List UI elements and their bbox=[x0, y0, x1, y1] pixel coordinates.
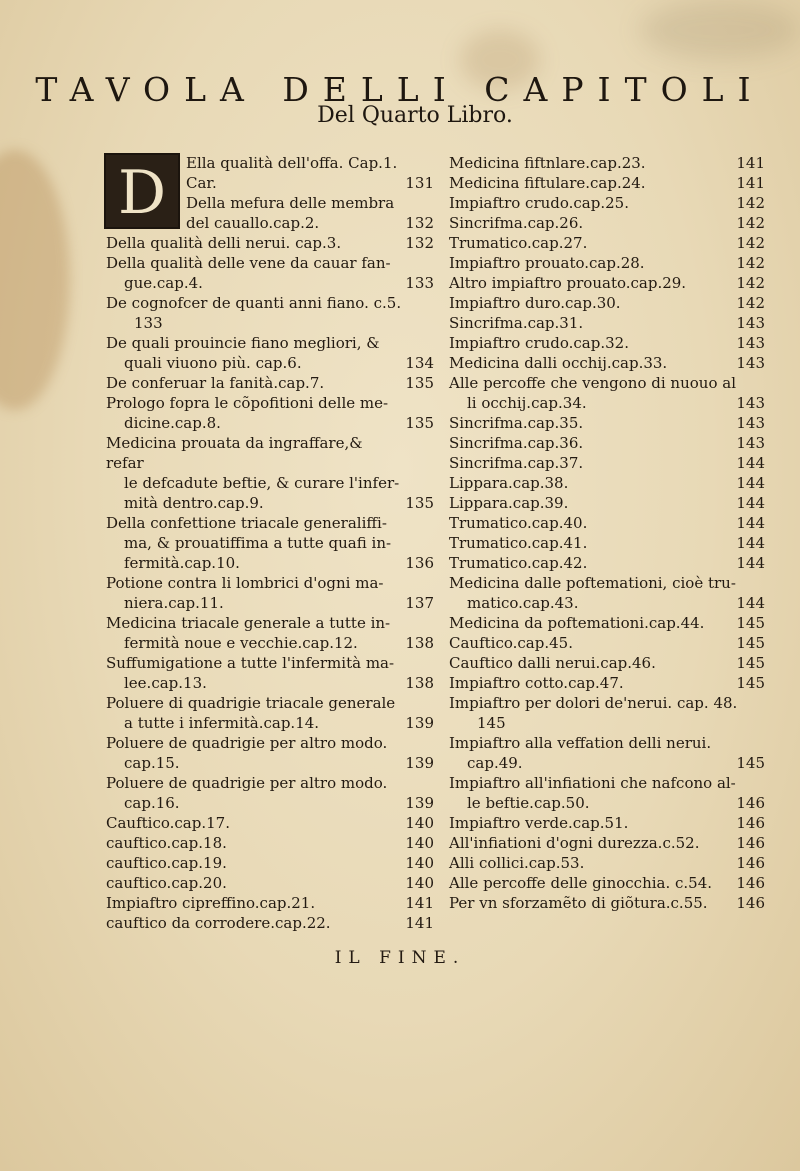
page-number: 142 bbox=[736, 254, 765, 272]
page-number: 143 bbox=[736, 434, 765, 452]
toc-entry bbox=[106, 253, 434, 273]
page-number: 146 bbox=[736, 794, 765, 812]
entry-text: cap.49. bbox=[467, 754, 523, 772]
entry-text: Poluere de quadrigie per altro modo. bbox=[106, 774, 388, 792]
page-number: 135 bbox=[405, 414, 434, 432]
entry-text: Lippara.cap.39. bbox=[449, 494, 569, 512]
page-number: 141 bbox=[405, 894, 434, 912]
page-number: 144 bbox=[736, 534, 765, 552]
page-number: 145 bbox=[736, 754, 765, 772]
page-number: 139 bbox=[405, 794, 434, 812]
page-number: 144 bbox=[736, 594, 765, 612]
entry-text: Suffumigatione a tutte l'infermità ma- bbox=[106, 654, 395, 672]
entry-text: Medicina triacale generale a tutte in- bbox=[106, 614, 391, 632]
entry-text: dicine.cap.8. bbox=[124, 414, 221, 432]
toc-entry bbox=[449, 153, 765, 173]
page-number: 146 bbox=[736, 834, 765, 852]
entry-text: le defcadute beftie, & curare l'infer- bbox=[124, 474, 400, 492]
page-number: 139 bbox=[405, 714, 434, 732]
toc-entry bbox=[106, 613, 434, 633]
page-number: 146 bbox=[736, 874, 765, 892]
toc-entry bbox=[449, 573, 765, 593]
entry-text: Alle percoffe che vengono di nuouo al bbox=[449, 374, 736, 392]
entry-text: All'infiationi d'ogni durezza.c.52. bbox=[449, 834, 700, 852]
entry-text: Medicina fiftulare.cap.24. bbox=[449, 174, 646, 192]
entry-text: Della qualità delli nerui. cap.3. bbox=[106, 234, 342, 252]
toc-entry bbox=[449, 593, 765, 613]
entry-text: Impiaftro cotto.cap.47. bbox=[449, 674, 624, 692]
page-number: 132 bbox=[405, 214, 434, 232]
toc-entry bbox=[106, 193, 434, 213]
page-subtitle: Del Quarto Libro. bbox=[317, 103, 513, 128]
entry-text: quali viuono più. cap.6. bbox=[124, 354, 302, 372]
toc-entry bbox=[106, 593, 434, 613]
toc-entry bbox=[106, 213, 434, 233]
toc-entry bbox=[449, 813, 765, 833]
entry-text: Prologo fopra le cõpofitioni delle me- bbox=[106, 394, 389, 412]
page-number: 140 bbox=[405, 874, 434, 892]
entry-text: De quali prouincie fiano megliori, & bbox=[106, 334, 380, 352]
entry-text: Medicina da poftemationi.cap.44. bbox=[449, 614, 705, 632]
page-number: 142 bbox=[736, 294, 765, 312]
toc-entry bbox=[106, 853, 434, 873]
toc-entry bbox=[449, 293, 765, 313]
entry-text: Medicina fiftnlare.cap.23. bbox=[449, 154, 646, 172]
page-number: 142 bbox=[736, 274, 765, 292]
toc-entry bbox=[106, 773, 434, 793]
page-number: 143 bbox=[736, 334, 765, 352]
entry-text: Medicina prouata da ingraffare,& refar bbox=[106, 434, 363, 472]
toc-entry bbox=[449, 793, 765, 813]
toc-entry bbox=[106, 713, 434, 733]
toc-entry bbox=[449, 553, 765, 573]
colophon-fine: IL FINE. bbox=[334, 948, 466, 968]
toc-entry bbox=[449, 673, 765, 693]
entry-text: De conferuar la fanità.cap.7. bbox=[106, 374, 325, 392]
toc-entry bbox=[106, 353, 434, 373]
toc-entry bbox=[449, 513, 765, 533]
entry-text: Impiaftro cipreffino.cap.21. bbox=[106, 894, 316, 912]
page-number: 146 bbox=[736, 814, 765, 832]
toc-entry bbox=[106, 233, 434, 253]
entry-text: Trumatico.cap.41. bbox=[449, 534, 588, 552]
toc-entry bbox=[449, 653, 765, 673]
page-number: 140 bbox=[405, 814, 434, 832]
toc-entry bbox=[449, 613, 765, 633]
entry-text: a tutte i infermità.cap.14. bbox=[124, 714, 320, 732]
entry-text: Sincrifma.cap.37. bbox=[449, 454, 584, 472]
entry-text: Lippara.cap.38. bbox=[449, 474, 569, 492]
entry-text: gue.cap.4. bbox=[124, 274, 203, 292]
entry-text: mità dentro.cap.9. bbox=[124, 494, 264, 512]
page-number: 140 bbox=[405, 834, 434, 852]
entry-text: matico.cap.43. bbox=[467, 594, 579, 612]
toc-entry bbox=[106, 313, 434, 333]
page-number: 142 bbox=[736, 194, 765, 212]
entry-text: cap.15. bbox=[124, 754, 180, 772]
page-number: 144 bbox=[736, 474, 765, 492]
page-number: 144 bbox=[736, 494, 765, 512]
toc-entry bbox=[106, 393, 434, 413]
toc-entry bbox=[106, 433, 434, 473]
toc-entry bbox=[106, 693, 434, 713]
toc-entry bbox=[106, 653, 434, 673]
toc-entry bbox=[449, 473, 765, 493]
toc-entry bbox=[449, 313, 765, 333]
page-number: 145 bbox=[736, 654, 765, 672]
page-number: 144 bbox=[736, 514, 765, 532]
toc-entry bbox=[449, 433, 765, 453]
entry-text: cauftico.cap.18. bbox=[106, 834, 227, 852]
entry-text: Impiaftro verde.cap.51. bbox=[449, 814, 629, 832]
toc-entry bbox=[106, 273, 434, 293]
entry-text: li occhij.cap.34. bbox=[467, 394, 587, 412]
page-number: 143 bbox=[736, 414, 765, 432]
entry-text: Impiaftro all'infiationi che nafcono al- bbox=[449, 774, 736, 792]
toc-entry bbox=[106, 373, 434, 393]
toc-entry bbox=[106, 833, 434, 853]
entry-text: lee.cap.13. bbox=[124, 674, 207, 692]
toc-entry bbox=[449, 733, 765, 753]
page-number: 145 bbox=[736, 674, 765, 692]
toc-entry bbox=[449, 713, 765, 733]
page-number: 138 bbox=[405, 634, 434, 652]
toc-entry bbox=[106, 793, 434, 813]
toc-entry bbox=[449, 493, 765, 513]
toc-entry bbox=[106, 333, 434, 353]
page-number: 139 bbox=[405, 754, 434, 772]
page-number: 136 bbox=[405, 554, 434, 572]
page-number: 143 bbox=[736, 354, 765, 372]
toc-entry bbox=[449, 893, 765, 913]
entry-text: cauftico da corrodere.cap.22. bbox=[106, 914, 331, 932]
entry-text: Impiaftro duro.cap.30. bbox=[449, 294, 621, 312]
entry-text: fermità noue e vecchie.cap.12. bbox=[124, 634, 358, 652]
entry-text: Impiaftro prouato.cap.28. bbox=[449, 254, 645, 272]
toc-entry bbox=[449, 173, 765, 193]
entry-text: Trumatico.cap.42. bbox=[449, 554, 588, 572]
page-number: 140 bbox=[405, 854, 434, 872]
entry-text: Impiaftro alla veffation delli nerui. bbox=[449, 734, 712, 752]
toc-entry bbox=[106, 413, 434, 433]
entry-text: Della qualità delle vene da cauar fan- bbox=[106, 254, 391, 272]
page-number: 142 bbox=[736, 214, 765, 232]
entry-text: ma, & prouatiffima a tutte quafi in- bbox=[124, 534, 392, 552]
entry-text: cauftico.cap.20. bbox=[106, 874, 227, 892]
entry-text: Medicina dalli occhij.cap.33. bbox=[449, 354, 668, 372]
entry-text: Sincrifma.cap.36. bbox=[449, 434, 584, 452]
page-number: 142 bbox=[736, 234, 765, 252]
toc-entry bbox=[449, 253, 765, 273]
entry-text: Poluere di quadrigie triacale generale bbox=[106, 694, 396, 712]
entry-text: Trumatico.cap.27. bbox=[449, 234, 588, 252]
entry-text: Medicina dalle poftemationi, cioè tru- bbox=[449, 574, 736, 592]
left-column bbox=[106, 153, 434, 933]
page-number: 141 bbox=[736, 174, 765, 192]
entry-text: Della confettione triacale generaliffi- bbox=[106, 514, 387, 532]
entry-text: Impiaftro per dolori de'nerui. cap. 48. bbox=[449, 694, 738, 712]
entry-text: Alli collici.cap.53. bbox=[449, 854, 585, 872]
toc-entry bbox=[106, 893, 434, 913]
page-number: 133 bbox=[134, 314, 163, 332]
toc-entry bbox=[449, 693, 765, 713]
toc-entry bbox=[449, 193, 765, 213]
toc-entry bbox=[106, 533, 434, 553]
page-number: 131 bbox=[405, 174, 434, 192]
toc-entry bbox=[106, 813, 434, 833]
page-number: 144 bbox=[736, 454, 765, 472]
entry-text: Sincrifma.cap.31. bbox=[449, 314, 584, 332]
toc-entry bbox=[449, 533, 765, 553]
page-number: 135 bbox=[405, 374, 434, 392]
page-number: 144 bbox=[736, 554, 765, 572]
page-number: 135 bbox=[405, 494, 434, 512]
entry-text: cap.16. bbox=[124, 794, 180, 812]
entry-text: Car. bbox=[186, 174, 217, 192]
page-number: 146 bbox=[736, 854, 765, 872]
toc-entry bbox=[449, 393, 765, 413]
toc-entry bbox=[106, 573, 434, 593]
toc-entry bbox=[449, 353, 765, 373]
toc-entry bbox=[449, 373, 765, 393]
toc-entry bbox=[449, 753, 765, 773]
entry-text: Altro impiaftro prouato.cap.29. bbox=[449, 274, 687, 292]
toc-entry bbox=[449, 873, 765, 893]
entry-text: Sincrifma.cap.26. bbox=[449, 214, 584, 232]
toc-entry bbox=[449, 773, 765, 793]
entry-text: fermità.cap.10. bbox=[124, 554, 240, 572]
paper-stain bbox=[640, 0, 800, 60]
page-number: 133 bbox=[405, 274, 434, 292]
page-title: TAVOLA DELLI CAPITOLI bbox=[35, 70, 765, 109]
toc-entry bbox=[449, 413, 765, 433]
toc-entry bbox=[106, 873, 434, 893]
entry-text: Ella qualità dell'offa. Cap.1. bbox=[186, 154, 398, 172]
entry-text: del cauallo.cap.2. bbox=[186, 214, 320, 232]
toc-entry bbox=[106, 553, 434, 573]
toc-entry bbox=[106, 153, 434, 173]
entry-text: cauftico.cap.19. bbox=[106, 854, 227, 872]
page-number: 137 bbox=[405, 594, 434, 612]
page-number: 132 bbox=[405, 234, 434, 252]
entry-text: Sincrifma.cap.35. bbox=[449, 414, 584, 432]
page-number: 141 bbox=[736, 154, 765, 172]
page-number: 143 bbox=[736, 394, 765, 412]
entry-text: Cauftico dalli nerui.cap.46. bbox=[449, 654, 656, 672]
page-number: 134 bbox=[405, 354, 434, 372]
toc-entry bbox=[106, 493, 434, 513]
toc-entry bbox=[106, 293, 434, 313]
toc-entry bbox=[449, 273, 765, 293]
toc-entry bbox=[449, 833, 765, 853]
entry-text: Alle percoffe delle ginocchia. c.54. bbox=[449, 874, 713, 892]
toc-entry bbox=[106, 913, 434, 933]
toc-entry bbox=[449, 633, 765, 653]
page-number: 145 bbox=[736, 614, 765, 632]
entry-text: niera.cap.11. bbox=[124, 594, 224, 612]
toc-entry bbox=[449, 853, 765, 873]
page-number: 145 bbox=[736, 634, 765, 652]
entry-text: Della mefura delle membra bbox=[186, 194, 395, 212]
toc-entry bbox=[106, 733, 434, 753]
entry-text: Poluere de quadrigie per altro modo. bbox=[106, 734, 388, 752]
toc-entry bbox=[106, 673, 434, 693]
entry-text: Cauftico.cap.45. bbox=[449, 634, 573, 652]
entry-text: Cauftico.cap.17. bbox=[106, 814, 230, 832]
decorated-initial: D bbox=[104, 153, 180, 229]
toc-entry bbox=[449, 333, 765, 353]
page-number: 141 bbox=[405, 914, 434, 932]
entry-text: Impiaftro crudo.cap.32. bbox=[449, 334, 629, 352]
entry-text: Trumatico.cap.40. bbox=[449, 514, 588, 532]
toc-entry bbox=[106, 513, 434, 533]
entry-text: Impiaftro crudo.cap.25. bbox=[449, 194, 629, 212]
paper-stain bbox=[0, 150, 70, 410]
page-number: 143 bbox=[736, 314, 765, 332]
right-column bbox=[449, 153, 765, 913]
toc-entry bbox=[106, 753, 434, 773]
page-number: 146 bbox=[736, 894, 765, 912]
entry-text: Per vn sforzamẽto di giõtura.c.55. bbox=[449, 894, 708, 912]
toc-entry bbox=[106, 173, 434, 193]
entry-text: le beftie.cap.50. bbox=[467, 794, 590, 812]
toc-entry bbox=[106, 633, 434, 653]
toc-entry bbox=[106, 473, 434, 493]
page-number: 138 bbox=[405, 674, 434, 692]
entry-text: De cognofcer de quanti anni fiano. c.5. bbox=[106, 294, 402, 312]
toc-entry bbox=[449, 453, 765, 473]
entry-text: Potione contra li lombrici d'ogni ma- bbox=[106, 574, 384, 592]
toc-entry bbox=[449, 213, 765, 233]
toc-entry bbox=[449, 233, 765, 253]
page-number: 145 bbox=[477, 714, 506, 732]
